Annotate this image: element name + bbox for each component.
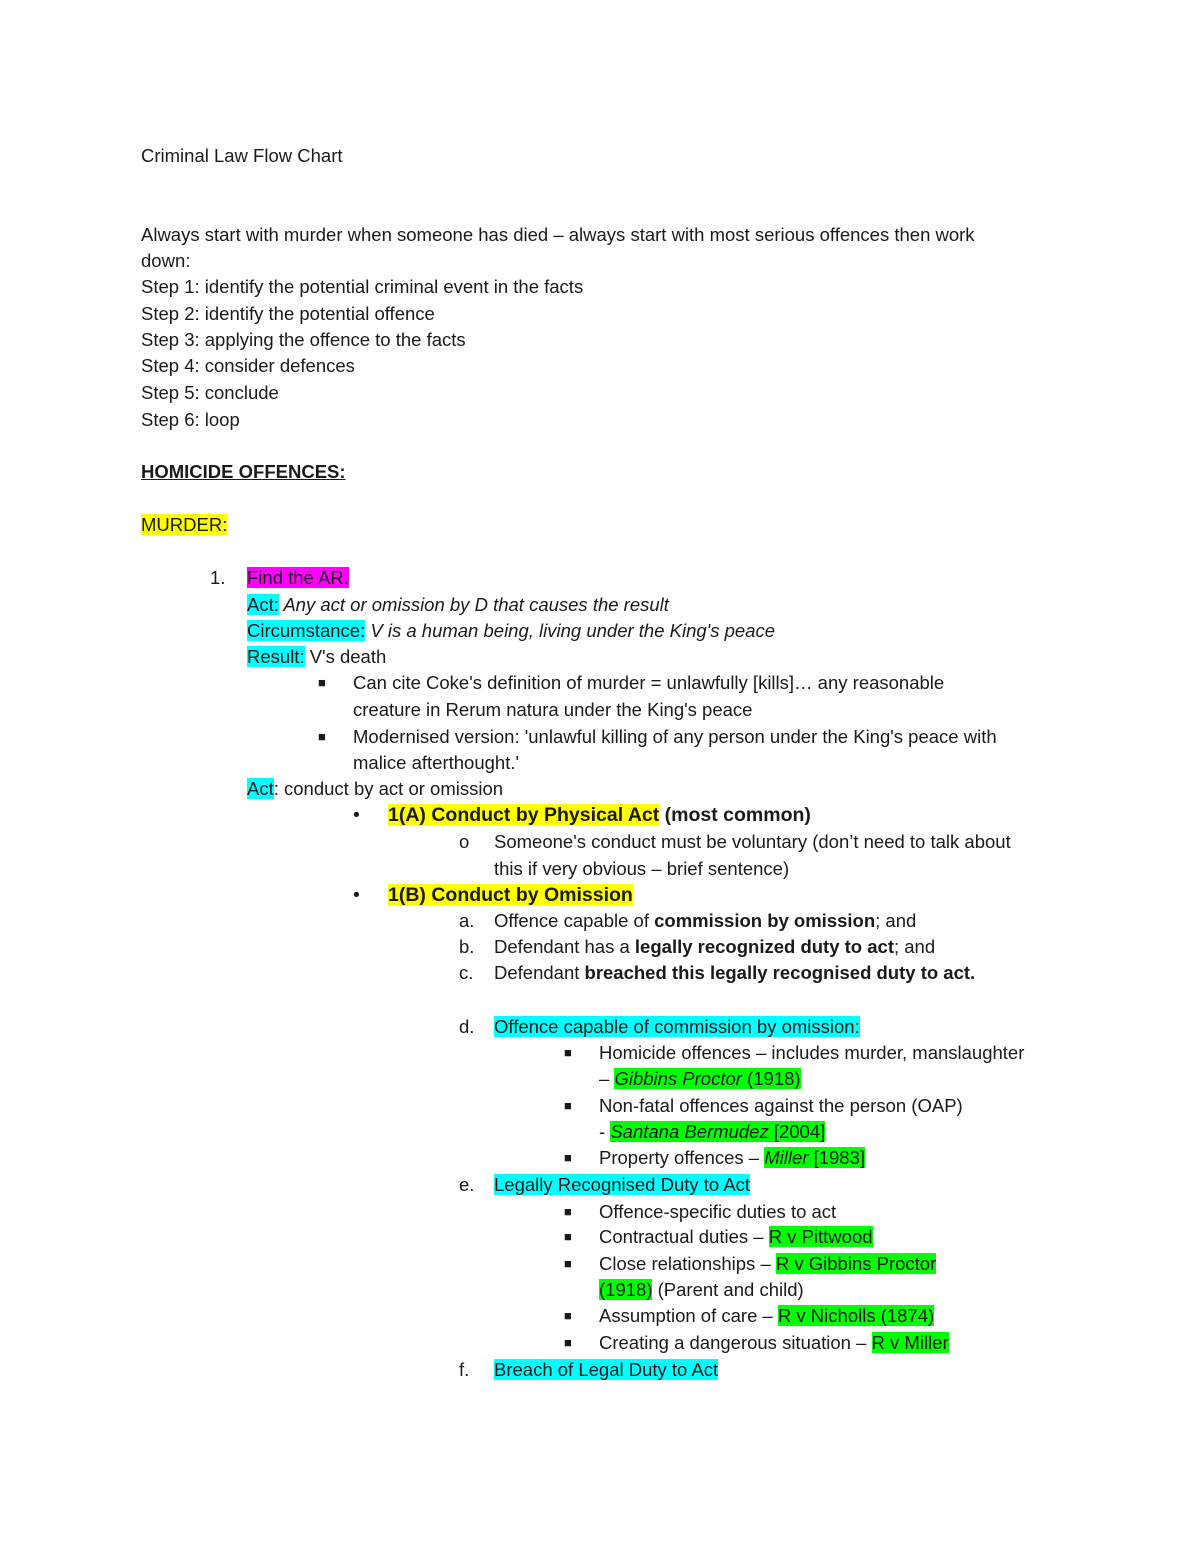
heading-f-text: Breach of Legal Duty to Act <box>494 1359 719 1380</box>
bullet-icon: • <box>353 804 360 826</box>
duty-danger <box>599 1331 949 1355</box>
conduct-physical-act <box>388 803 811 827</box>
contract-case: R v Pittwood <box>768 1226 873 1247</box>
act-text: Any act or omission by D that causes the result <box>278 594 669 615</box>
nonfatal-line-2 <box>599 1120 825 1144</box>
circle-bullet-icon: o <box>459 831 470 852</box>
coke-line-1: Can cite Coke's definition of murder = unlawfully [kills]… any reasonable <box>353 672 945 693</box>
heading-f <box>494 1358 718 1382</box>
element-b-pre: Defendant has a <box>494 936 635 957</box>
contract-text: Contractual duties – <box>599 1226 769 1247</box>
conduct-omission <box>388 883 633 907</box>
coke-line-2: creature in Rerum natura under the King's peace <box>353 699 753 720</box>
square-bullet-icon: ■ <box>318 729 326 744</box>
result-label: Result: <box>247 646 305 667</box>
circumstance-text: V is a human being, living under the King's peace <box>365 620 775 641</box>
property-text: Property offences – <box>599 1147 765 1168</box>
section-heading: HOMICIDE OFFENCES: <box>141 461 346 482</box>
modern-line-2: malice afterthought.' <box>353 752 520 773</box>
property-case-name: Miller <box>764 1147 809 1168</box>
homicide-case-year: (1918) <box>741 1068 801 1089</box>
element-a <box>494 909 916 933</box>
circumstance-definition <box>247 619 775 643</box>
element-a-pre: Offence capable of <box>494 910 655 931</box>
square-bullet-icon: ■ <box>564 1045 572 1060</box>
square-bullet-icon: ■ <box>564 1229 572 1244</box>
murder-heading-text: MURDER: <box>141 514 228 535</box>
step-4: Step 4: consider defences <box>141 355 355 376</box>
property-case-year: [1983] <box>808 1147 866 1168</box>
result-text: V's death <box>304 646 387 667</box>
element-b <box>494 935 935 959</box>
nonfatal-case <box>610 1121 825 1142</box>
nonfatal-line-1: Non-fatal offences against the person (OAP) <box>599 1095 963 1116</box>
voluntary-line-1: Someone's conduct must be voluntary (don’t need to talk about <box>494 831 1011 852</box>
marker-e: e. <box>459 1174 475 1195</box>
marker-a: a. <box>459 910 475 931</box>
bullet-icon: • <box>353 884 360 906</box>
item-1-heading <box>247 566 349 590</box>
element-a-bold: commission by omission <box>654 910 876 931</box>
doc-title: Criminal Law Flow Chart <box>141 145 343 166</box>
property-case <box>764 1147 865 1168</box>
heading-d <box>494 1015 860 1039</box>
element-b-bold: legally recognized duty to act <box>634 936 894 957</box>
heading-d-text: Offence capable of commission by omission: <box>494 1016 860 1037</box>
duty-contract <box>599 1225 873 1249</box>
conduct-physical-act-label: 1(A) Conduct by Physical Act <box>388 804 660 826</box>
duty-close-line-1 <box>599 1252 936 1276</box>
square-bullet-icon: ■ <box>318 675 326 690</box>
duty-specific: Offence-specific duties to act <box>599 1201 837 1222</box>
square-bullet-icon: ■ <box>564 1098 572 1113</box>
close-case-year: (1918) <box>599 1279 653 1300</box>
step-2: Step 2: identify the potential offence <box>141 303 435 324</box>
find-ar-text: Find the AR. <box>247 567 349 588</box>
danger-text: Creating a dangerous situation – <box>599 1332 872 1353</box>
result-definition <box>247 645 386 669</box>
voluntary-line-2: this if very obvious – brief sentence) <box>494 858 790 879</box>
homicide-case-name: Gibbins Proctor <box>614 1068 742 1089</box>
element-c-pre: Defendant <box>494 962 585 983</box>
conduct-omission-label: 1(B) Conduct by Omission <box>388 884 633 906</box>
nonfatal-case-name: Santana Bermudez <box>610 1121 769 1142</box>
modern-line-1: Modernised version: 'unlawful killing of any person under the King's peace with <box>353 726 997 747</box>
marker-c: c. <box>459 962 474 983</box>
care-text: Assumption of care – <box>599 1305 778 1326</box>
duty-close-line-2 <box>599 1278 804 1302</box>
homicide-case <box>614 1068 800 1089</box>
circumstance-label: Circumstance: <box>247 620 366 641</box>
close-case: R v Gibbins Proctor <box>775 1253 937 1274</box>
homicide-line-1: Homicide offences – includes murder, manslaughter <box>599 1042 1025 1063</box>
square-bullet-icon: ■ <box>564 1308 572 1323</box>
square-bullet-icon: ■ <box>564 1204 572 1219</box>
act-line-text: : conduct by act or omission <box>273 778 504 799</box>
square-bullet-icon: ■ <box>564 1335 572 1350</box>
marker-b: b. <box>459 936 475 957</box>
square-bullet-icon: ■ <box>564 1150 572 1165</box>
step-5: Step 5: conclude <box>141 382 279 403</box>
marker-d: d. <box>459 1016 475 1037</box>
square-bullet-icon: ■ <box>564 1256 572 1271</box>
heading-e-text: Legally Recognised Duty to Act <box>494 1174 751 1195</box>
murder-heading <box>141 513 227 537</box>
act-definition <box>247 593 669 617</box>
act-line-label: Act <box>247 778 274 799</box>
element-c <box>494 961 975 985</box>
duty-care <box>599 1304 934 1328</box>
homicide-line-2 <box>599 1067 801 1091</box>
act-line <box>247 777 503 801</box>
conduct-physical-act-text: (most common) <box>659 804 811 826</box>
property-line <box>599 1146 865 1170</box>
step-6: Step 6: loop <box>141 409 240 430</box>
nonfatal-case-year: [2004] <box>768 1121 826 1142</box>
act-label: Act: <box>247 594 279 615</box>
care-case: R v Nicholls (1874) <box>777 1305 935 1326</box>
heading-e <box>494 1173 750 1197</box>
marker-f: f. <box>459 1359 470 1380</box>
homicide-dash: – <box>599 1068 615 1089</box>
close-note: (Parent and child) <box>652 1279 804 1300</box>
step-1: Step 1: identify the potential criminal event in the facts <box>141 276 584 297</box>
danger-case: R v Miller <box>871 1332 949 1353</box>
intro-line-2: down: <box>141 250 191 271</box>
close-text: Close relationships – <box>599 1253 776 1274</box>
element-a-post: ; and <box>875 910 917 931</box>
item-1-number: 1. <box>210 567 226 588</box>
element-c-bold: breached this legally recognised duty to act. <box>584 962 976 983</box>
step-3: Step 3: applying the offence to the facts <box>141 329 466 350</box>
element-b-post: ; and <box>893 936 936 957</box>
nonfatal-dash: - <box>599 1121 611 1142</box>
intro-line-1: Always start with murder when someone has died – always start with most serious offences then work <box>141 224 975 245</box>
